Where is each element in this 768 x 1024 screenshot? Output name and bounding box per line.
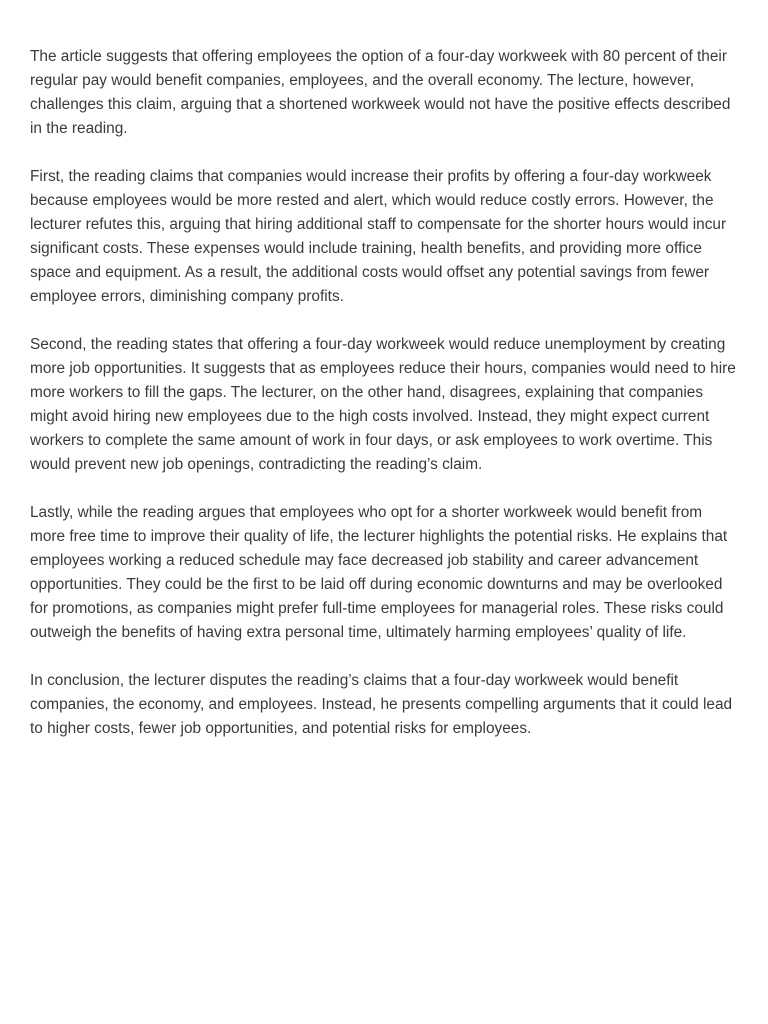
paragraph-second-point: Second, the reading states that offering a four-day workweek would reduce unemployment by creating more job opportunities. It suggests that as employees reduce their hours, companies would need to hire more workers to fill the gaps. The lecturer, on the other hand, disagrees, explaining that companies might avoid hiring new employees due to the high costs involved. Instead, they might expect current workers to complete the same amount of work in four days, or ask employees to work overtime. This would prevent new job openings, contradicting the reading’s claim. [30, 336, 736, 473]
paragraph-conclusion: In conclusion, the lecturer disputes the reading’s claims that a four-day workweek would benefit companies, the economy, and employees. Instead, he presents compelling arguments that it could lead to higher costs, fewer job opportunities, and potential risks for employees. [30, 672, 733, 737]
paragraph-first-point: First, the reading claims that companies would increase their profits by offering a four-day workweek because employees would be more rested and alert, which would reduce costly errors. However, the lecturer refutes this, arguing that hiring additional staff to compensate for the shorter hours would incur significant costs. These expenses would include training, health benefits, and providing more office space and equipment. As a result, the additional costs would offset any potential savings from fewer employee errors, diminishing company profits. [30, 168, 727, 305]
paragraph-introduction: The article suggests that offering employees the option of a four-day workweek with 80 percent of their regular pay would benefit companies, employees, and the overall economy. The lecture, however, challenges this claim, arguing that a shortened workweek would not have the positive effects described in the reading. [30, 48, 731, 137]
paragraph-third-point: Lastly, while the reading argues that employees who opt for a shorter workweek would benefit from more free time to improve their quality of life, the lecturer highlights the potential risks. He explains that employees working a reduced schedule may face decreased job stability and career advancement opportunities. They could be the first to be laid off during economic downturns and may be overlooked for promotions, as companies might prefer full-time employees for managerial roles. These risks could outweigh the benefits of having extra personal time, ultimately harming employees’ quality of life. [30, 504, 728, 641]
